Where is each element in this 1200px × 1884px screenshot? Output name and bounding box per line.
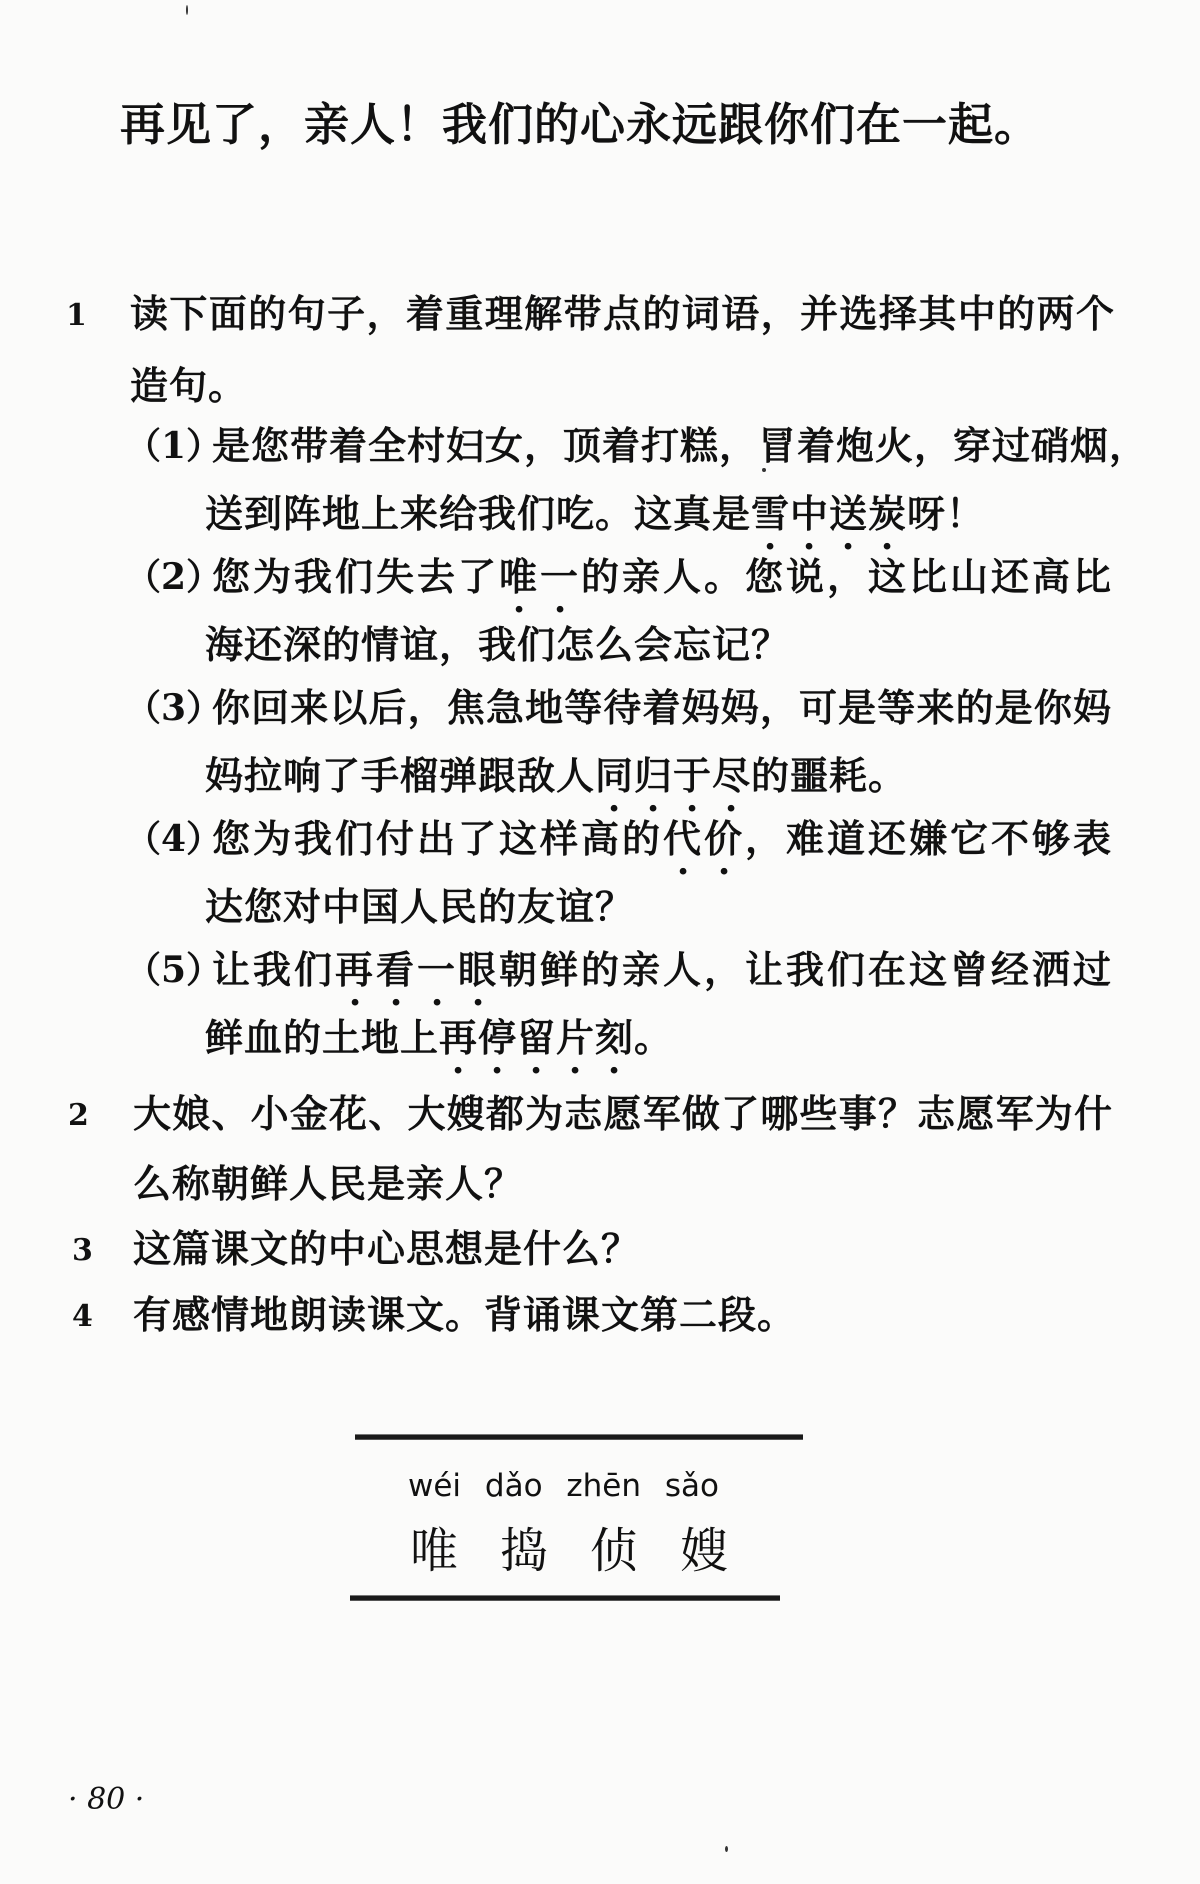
exercise-3-line-1: 这篇课文的中心思想是什么？ xyxy=(133,1226,641,1271)
lesson-title-pinyin: wéi dǎo zhēn sǎo xyxy=(408,1468,719,1504)
sentence-label-4: （4） xyxy=(125,818,223,860)
emphasized-word: 雪中送炭 xyxy=(751,491,908,536)
emphasized-word: 再看一眼 xyxy=(335,947,499,992)
sentence-text: 是您带着全村妇女，顶着打糕，冒着炮火，穿过硝烟， xyxy=(212,423,1149,468)
sentence-text: 送到阵地上来给我们吃。这真是 xyxy=(205,491,752,536)
scan-speck xyxy=(725,1846,728,1852)
scan-speck xyxy=(186,5,188,15)
sentence-text: 海还深的情谊，我们怎么会忘记？ xyxy=(205,622,791,667)
sentence-text: 您为我们失去了 xyxy=(212,554,499,599)
sentence-text: 朝鲜的亲人，让我们在这曾经洒过 xyxy=(499,947,1112,992)
exercise-4-line-1: 有感情地朗读课文。背诵课文第二段。 xyxy=(133,1292,797,1337)
sentence-1-line-1 xyxy=(212,422,1149,470)
title-top-rule xyxy=(355,1435,803,1439)
sentence-label-3: （3） xyxy=(125,687,223,729)
sentence-text: 你回来以后，焦急地等待着妈妈，可是等来的是你妈 xyxy=(212,685,1112,730)
sentence-label-1: （1） xyxy=(125,425,223,467)
sentence-1-line-2 xyxy=(205,490,985,558)
sentence-text: 妈拉响了手榴弹跟敌人 xyxy=(205,753,596,798)
sentence-label-2: （2） xyxy=(125,556,223,598)
exercise-number-1: 1 xyxy=(66,298,87,333)
sentence-3-line-2 xyxy=(205,752,907,820)
sentence-2-line-1 xyxy=(212,553,1112,621)
exercise-1-line-2: 造句。 xyxy=(130,363,248,408)
exercise-number-4: 4 xyxy=(72,1299,93,1334)
exercise-2-line-1: 大娘、小金花、大嫂都为志愿军做了哪些事？志愿军为什 xyxy=(133,1091,1113,1136)
sentence-2-line-2 xyxy=(205,621,790,669)
title-bottom-rule xyxy=(350,1596,780,1600)
emphasized-word: 唯一 xyxy=(499,554,581,599)
sentence-text: 您为我们付出了这样高的 xyxy=(212,816,663,861)
sentence-5-line-2 xyxy=(205,1014,673,1082)
emphasized-word: 同归于尽 xyxy=(595,753,752,798)
sentence-text: 达您对中国人民的友谊？ xyxy=(205,884,635,929)
emphasized-word: 代价 xyxy=(662,816,745,861)
sentence-text: 的亲人。您说，这比山还高比 xyxy=(581,554,1112,599)
sentence-5-line-1 xyxy=(212,946,1112,1014)
sentence-text: 鲜血的土地上 xyxy=(205,1015,440,1060)
exercise-number-2: 2 xyxy=(68,1098,89,1133)
exercise-2-line-2: 么称朝鲜人民是亲人？ xyxy=(133,1161,524,1206)
sentence-label-5: （5） xyxy=(125,949,223,991)
sentence-text: 的噩耗。 xyxy=(751,753,908,798)
sentence-3-line-1 xyxy=(212,684,1112,732)
lesson-title: 唯捣侦嫂 xyxy=(410,1523,771,1579)
scan-speck xyxy=(762,468,766,472)
page-number: · 80 · xyxy=(68,1782,145,1817)
sentence-4-line-2 xyxy=(205,883,634,931)
exercise-1-line-1: 读下面的句子，着重理解带点的词语，并选择其中的两个 xyxy=(130,291,1115,336)
sentence-4-line-1 xyxy=(212,815,1112,883)
sentence-text: 。 xyxy=(634,1015,674,1060)
closing-line-heading: 再见了，亲人！我们的心永远跟你们在一起。 xyxy=(120,98,1041,151)
sentence-text: 呀！ xyxy=(907,491,986,536)
sentence-text: ，难道还嫌它不够表 xyxy=(744,816,1112,861)
exercise-number-3: 3 xyxy=(72,1233,93,1268)
emphasized-word: 再停留片刻 xyxy=(439,1015,635,1060)
sentence-text: 让我们 xyxy=(212,947,335,992)
